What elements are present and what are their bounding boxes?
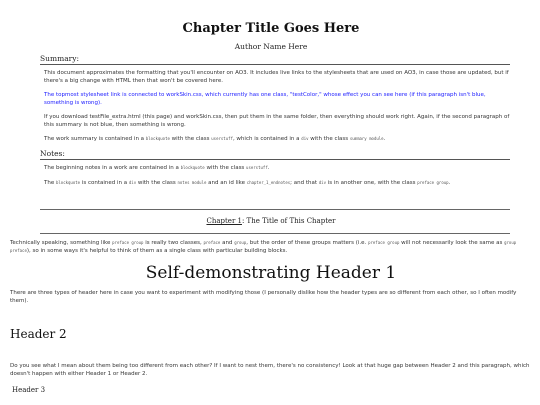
header-2: Header 2	[10, 327, 67, 341]
summary-blockquote	[40, 69, 510, 143]
body-paragraph-2: There are three types of header here in case you want to experiment with modifying those (I personally dislike how the header types are so different from each other, so I often modify them).	[10, 290, 517, 304]
summary-paragraph-4: The work summary is contained in a blockquote with the class userstuff, which is contained in a div with the class summary module.	[44, 136, 386, 142]
work-title: Chapter Title Goes Here	[182, 21, 360, 36]
notes-paragraph-2: The blockquote is contained in a div with the class notes module and an id like chapter_1_endnotes; and that div is in another one, with the class preface group.	[44, 180, 451, 186]
summary-heading: Summary:	[40, 54, 510, 65]
summary-module	[40, 54, 510, 187]
chapter-divider-top	[40, 209, 510, 210]
work-page	[10, 0, 532, 395]
chapter-link[interactable]: Chapter 1	[206, 217, 242, 225]
summary-paragraph-3: If you download testFile_extra.html (this page) and workSkin.css, then put them in the same folder, then everything should work right. Again, if the second paragraph of this summary is not blue, then something is wrong.	[44, 114, 510, 128]
notes-heading: Notes:	[40, 149, 510, 160]
notes-paragraph-1: The beginning notes in a work are contained in a blockquote with the class userstuff.	[44, 165, 270, 171]
header-3: Header 3	[12, 386, 46, 394]
notes-blockquote	[40, 164, 510, 187]
summary-paragraph-test-color: The topmost stylesheet link is connected to workSkin.css, which currently has one class, "testColor," whose effect you can see here (if this paragraph isn't blue, something is wrong).	[44, 92, 486, 106]
header-1: Self-demonstrating Header 1	[145, 263, 397, 283]
body-paragraph-3: Do you see what I mean about them being too different from each other? If I want to nest them, there's no consistency! Look at that huge gap between Header 2 and this paragraph, which doesn't happen with either Header 1 or Header 2.	[10, 363, 530, 377]
work-author: Author Name Here	[234, 42, 308, 51]
chapter-title: Chapter 1: The Title of This Chapter	[206, 217, 336, 225]
chapter-divider-bottom	[40, 233, 510, 234]
body-paragraph-1: Technically speaking, something like preface group is really two classes, preface and group, but the order of these groups matters (i.e. preface group will not necessarily look the same as group preface), so in some ways it's helpful to think of them as a single class with particular building blocks.	[10, 240, 517, 254]
summary-paragraph-1: This document approximates the formatting that you'll encounter on AO3. It includes live links to the stylesheets that are used on AO3, in case those are updated, but if there's a big change with HTML then that won't be covered here.	[44, 70, 509, 84]
